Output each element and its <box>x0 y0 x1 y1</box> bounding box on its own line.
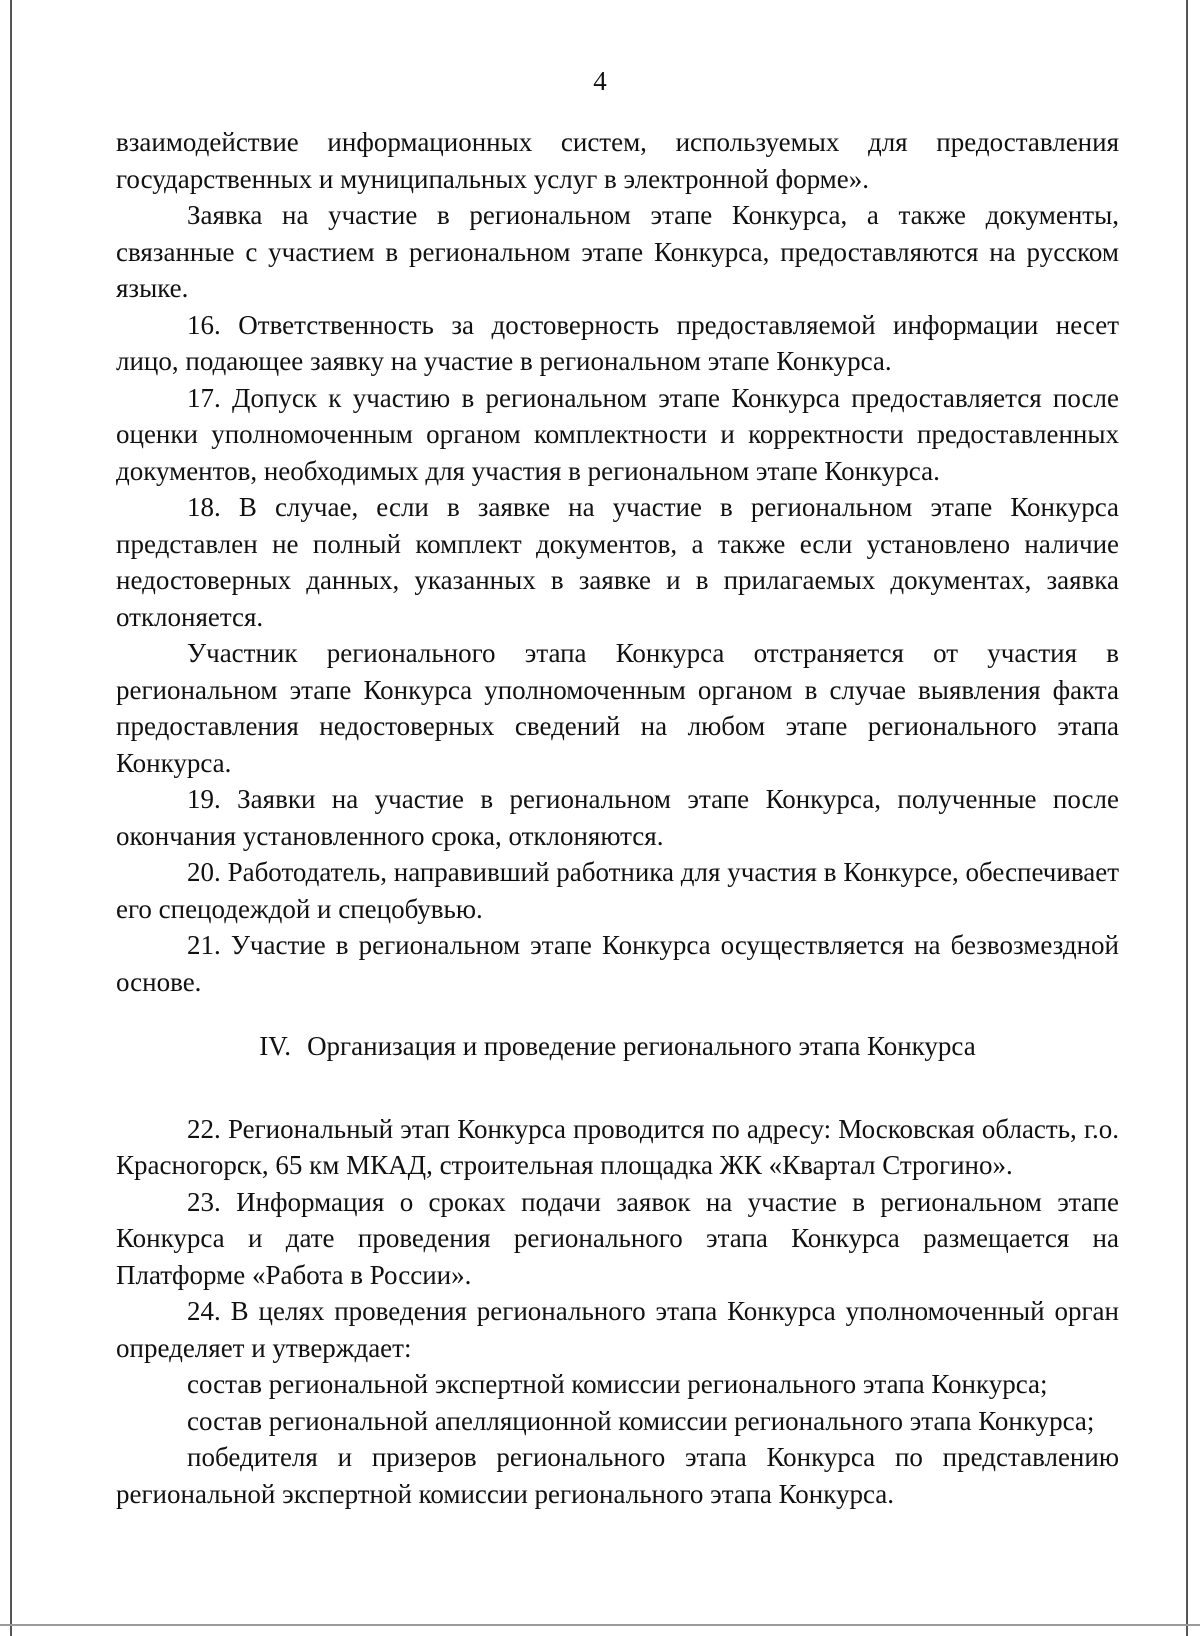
paragraph-21: 21. Участие в региональном этапе Конкурса осуществляется на безвозмездной основе. <box>116 930 1119 997</box>
paragraph-23: 23. Информация о сроках подачи заявок на участие в региональном этапе Конкурса и дате проведения регионального этапа Конкурса размещается на Платформе «Работа в России». <box>116 1186 1119 1290</box>
list-item-expert-commission: состав региональной экспертной комиссии регионального этапа Конкурса; <box>187 1369 1048 1399</box>
scan-edge-left <box>10 0 12 1636</box>
paragraph-16: 16. Ответственность за достоверность предоставляемой информации несет лицо, подающее заявку на участие в региональном этапе Конкурса. <box>116 309 1119 376</box>
document-body <box>116 124 1119 1512</box>
section-title: Организация и проведение регионального этапа Конкурса <box>307 1031 976 1061</box>
section-heading <box>116 1028 1119 1065</box>
paragraph-continuation: взаимодействие информационных систем, используемых для предоставления государственных и муниципальных услуг в электронной форме». <box>116 127 1119 194</box>
paragraph-19: 19. Заявки на участие в региональном этапе Конкурса, полученные после окончания установленного срока, отклоняются. <box>116 784 1119 851</box>
paragraph-22: 22. Региональный этап Конкурса проводится по адресу: Московская область, г.о. Красногорск, 65 км МКАД, строительная площадка ЖК «Квартал Строгино». <box>116 1113 1119 1180</box>
list-item-winners: победителя и призеров регионального этапа Конкурса по представлению региональной экспертной комиссии регионального этапа Конкурса. <box>116 1442 1119 1509</box>
page-number: 4 <box>593 66 607 96</box>
paragraph-24: 24. В целях проведения регионального этапа Конкурса уполномоченный орган определяет и утверждает: <box>116 1296 1119 1363</box>
paragraph-20: 20. Работодатель, направивший работника для участия в Конкурсе, обеспечивает его спецодеждой и спецобувью. <box>116 857 1119 924</box>
paragraph-language: Заявка на участие в региональном этапе Конкурса, а также документы, связанные с участием в региональном этапе Конкурса, предоставляются на русском языке. <box>116 200 1119 303</box>
scan-edge-right <box>1186 0 1188 1636</box>
paragraph-18: 18. В случае, если в заявке на участие в региональном этапе Конкурса представлен не полный комплект документов, а также если установлено наличие недостоверных данных, указанных в заявке и в прилагаемых документах, заявка отклоняется. <box>116 492 1119 632</box>
section-number: IV. <box>259 1031 292 1061</box>
paragraph-17: 17. Допуск к участию в региональном этапе Конкурса предоставляется после оценки уполномоченным органом комплектности и корректности предоставленных документов, необходимых для участия в региональном этапе Конкурса. <box>116 382 1119 486</box>
paragraph-participant-removal: Участник регионального этапа Конкурса отстраняется от участия в региональном этапе Конкурса уполномоченным органом в случае выявления факта предоставления недостоверных сведений на любом этапе регионального этапа Конкурса. <box>116 638 1119 778</box>
list-item-appeal-commission: состав региональной апелляционной комиссии регионального этапа Конкурса; <box>187 1405 1095 1436</box>
scan-edge-bottom <box>0 1624 1200 1626</box>
